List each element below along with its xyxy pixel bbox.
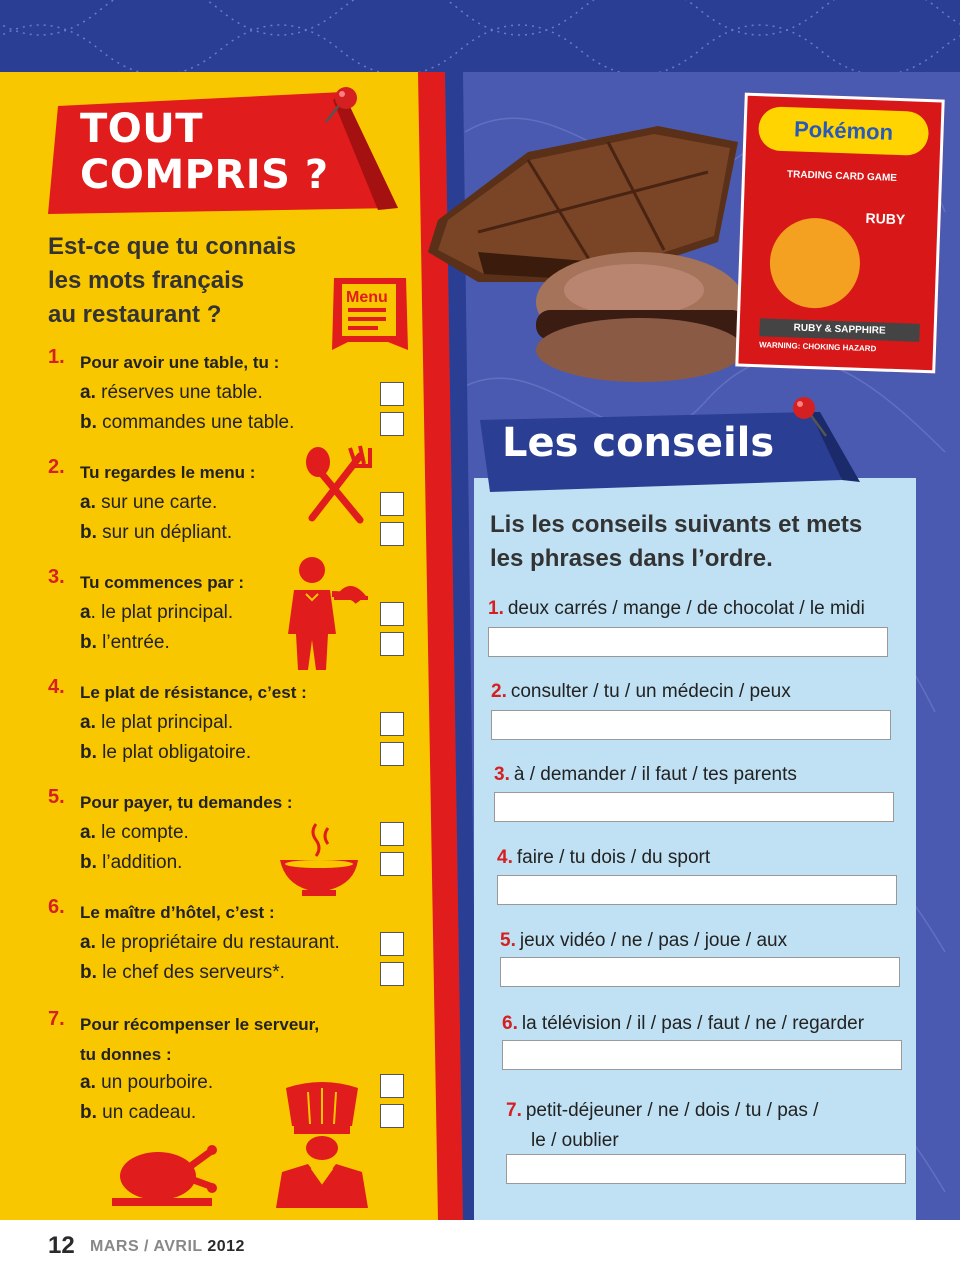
- soup-bowl-icon: [276, 818, 360, 900]
- option-letter: a.: [80, 822, 96, 843]
- option-text: le propriétaire du restaurant.: [101, 932, 340, 953]
- option-a: [80, 1072, 213, 1094]
- conseil-item-6: [502, 1013, 864, 1035]
- question-number: 3.: [48, 566, 65, 588]
- option-a: [80, 712, 233, 734]
- option-letter: b.: [80, 1102, 97, 1123]
- option-a: [80, 932, 340, 954]
- question-number: 7.: [48, 1008, 65, 1030]
- quiz-question-4: [48, 676, 398, 776]
- checkbox-q3-b[interactable]: [380, 632, 404, 656]
- item-text: consulter / tu / un médecin / peux: [510, 681, 791, 702]
- answer-field-7[interactable]: [506, 1154, 906, 1184]
- issue-year: 2012: [207, 1238, 245, 1255]
- pokemon-logo: Pokémon: [758, 106, 929, 156]
- option-text: l’entrée.: [102, 632, 170, 653]
- option-a: [80, 822, 189, 844]
- conseils-title: Les conseils: [502, 420, 775, 466]
- item-number: 5.: [500, 930, 516, 951]
- option-letter: b.: [80, 962, 97, 983]
- pokemon-character: [768, 217, 861, 310]
- option-text: le chef des serveurs*.: [102, 962, 285, 983]
- question-number: 1.: [48, 346, 65, 368]
- option-b: [80, 1102, 196, 1124]
- checkbox-q2-b[interactable]: [380, 522, 404, 546]
- option-b: [80, 962, 285, 984]
- question-text: Pour avoir une table, tu :: [80, 353, 280, 372]
- option-text: . le plat principal.: [90, 602, 234, 623]
- quiz-intro: [48, 230, 368, 332]
- conseils-intro-line-1: Lis les conseils suivants et mets: [490, 511, 863, 538]
- quiz-question-6: [48, 896, 398, 996]
- conseil-item-1: [488, 598, 865, 620]
- checkbox-q7-a[interactable]: [380, 1074, 404, 1098]
- checkbox-q6-a[interactable]: [380, 932, 404, 956]
- pokemon-warning: WARNING: CHOKING HAZARD: [758, 340, 877, 354]
- option-text: un cadeau.: [102, 1102, 197, 1123]
- question-text-line-1: Pour récompenser le serveur,: [80, 1015, 320, 1034]
- title-line-1: TOUT: [80, 106, 204, 152]
- option-letter: b.: [80, 742, 97, 763]
- answer-field-2[interactable]: [491, 710, 891, 740]
- top-pattern-band: [0, 0, 960, 72]
- option-letter: b.: [80, 412, 97, 433]
- question-number: 2.: [48, 456, 65, 478]
- item-number: 4.: [497, 847, 513, 868]
- option-text: sur une carte.: [101, 492, 218, 513]
- option-letter: a.: [80, 932, 96, 953]
- checkbox-q5-b[interactable]: [380, 852, 404, 876]
- conseils-intro-line-2: les phrases dans l’ordre.: [490, 545, 773, 572]
- question-text: Tu regardes le menu :: [80, 463, 256, 482]
- quiz-question-1: [48, 346, 398, 446]
- option-a: [80, 382, 263, 404]
- checkbox-q7-b[interactable]: [380, 1104, 404, 1128]
- option-letter: a.: [80, 492, 96, 513]
- pushpin-icon: [788, 392, 832, 440]
- issue-month: MARS / AVRIL: [90, 1238, 203, 1255]
- checkbox-q3-a[interactable]: [380, 602, 404, 626]
- option-b: [80, 852, 182, 874]
- item-number: 6.: [502, 1013, 518, 1034]
- answer-field-5[interactable]: [500, 957, 900, 987]
- checkbox-q5-a[interactable]: [380, 822, 404, 846]
- item-text: la télévision / il / pas / faut / ne / regarder: [521, 1013, 865, 1034]
- option-text: le plat principal.: [101, 712, 234, 733]
- conseil-item-7: [506, 1096, 818, 1156]
- spoon-fork-icon: [298, 444, 376, 526]
- option-text: un pourboire.: [101, 1072, 214, 1093]
- question-text: Tu commences par :: [80, 573, 245, 592]
- option-text: commandes une table.: [102, 412, 295, 433]
- checkbox-q2-a[interactable]: [380, 492, 404, 516]
- page-title: [80, 106, 329, 198]
- conseils-intro: [490, 508, 910, 576]
- question-number: 5.: [48, 786, 65, 808]
- item-text: deux carrés / mange / de chocolat / le midi: [507, 598, 865, 619]
- question-number: 6.: [48, 896, 65, 918]
- conseil-item-4: [497, 847, 710, 869]
- option-letter: a.: [80, 1072, 96, 1093]
- item-text-line-2: le / oublier: [531, 1130, 619, 1151]
- answer-field-4[interactable]: [497, 875, 897, 905]
- checkbox-q4-b[interactable]: [380, 742, 404, 766]
- menu-sign-label: Menu: [346, 289, 388, 306]
- pokemon-ruby-label: RUBY: [865, 209, 906, 228]
- option-b: [80, 742, 251, 764]
- conseil-item-2: [491, 681, 791, 703]
- title-line-2: COMPRIS ?: [80, 152, 329, 198]
- option-letter: a.: [80, 382, 96, 403]
- checkbox-q1-b[interactable]: [380, 412, 404, 436]
- option-text: le compte.: [101, 822, 189, 843]
- intro-line-1: Est-ce que tu connais: [48, 233, 297, 260]
- intro-line-2: les mots français: [48, 267, 245, 294]
- pokemon-set-label: RUBY & SAPPHIRE: [759, 318, 920, 342]
- intro-line-3: au restaurant ?: [48, 301, 222, 328]
- dotted-pattern: [0, 0, 960, 72]
- waiter-icon: [272, 554, 368, 672]
- question-text: [80, 1010, 380, 1070]
- option-letter: b.: [80, 522, 97, 543]
- item-text: petit-déjeuner / ne / dois / tu / pas /: [525, 1100, 819, 1121]
- option-text: l’addition.: [102, 852, 183, 873]
- answer-field-1[interactable]: [488, 627, 888, 657]
- question-text: Le plat de résistance, c’est :: [80, 683, 307, 702]
- option-text: sur un dépliant.: [102, 522, 233, 543]
- issue-date: [90, 1238, 245, 1256]
- question-text-line-2: tu donnes :: [80, 1045, 172, 1064]
- conseil-item-3: [494, 764, 797, 786]
- option-letter: a: [80, 602, 91, 623]
- item-text: jeux vidéo / ne / pas / joue / aux: [519, 930, 788, 951]
- item-text: à / demander / il faut / tes parents: [513, 764, 797, 785]
- page-number: 12: [48, 1232, 75, 1259]
- item-number: 3.: [494, 764, 510, 785]
- question-text: Pour payer, tu demandes :: [80, 793, 293, 812]
- checkbox-q6-b[interactable]: [380, 962, 404, 986]
- roast-chicken-icon: [106, 1138, 224, 1210]
- chocolate-macaron-image: [522, 250, 758, 386]
- answer-field-3[interactable]: [494, 792, 894, 822]
- option-b: [80, 522, 232, 544]
- option-b: [80, 412, 294, 434]
- checkbox-q1-a[interactable]: [380, 382, 404, 406]
- option-letter: b.: [80, 852, 97, 873]
- option-text: réserves une table.: [101, 382, 263, 403]
- option-text: le plat obligatoire.: [102, 742, 252, 763]
- option-b: [80, 632, 170, 654]
- conseil-item-5: [500, 930, 787, 952]
- pushpin-icon: [318, 82, 362, 126]
- item-text: faire / tu dois / du sport: [516, 847, 711, 868]
- answer-field-6[interactable]: [502, 1040, 902, 1070]
- item-number: 2.: [491, 681, 507, 702]
- pokemon-card-pack-image: [735, 93, 944, 374]
- chef-icon: [272, 1082, 372, 1212]
- item-number: 1.: [488, 598, 504, 619]
- question-number: 4.: [48, 676, 65, 698]
- option-a: [80, 492, 217, 514]
- option-a: [80, 602, 233, 624]
- question-text: Le maître d’hôtel, c’est :: [80, 903, 275, 922]
- option-letter: b.: [80, 632, 97, 653]
- item-number: 7.: [506, 1100, 522, 1121]
- checkbox-q4-a[interactable]: [380, 712, 404, 736]
- option-letter: a.: [80, 712, 96, 733]
- pokemon-subtitle: TRADING CARD GAME: [786, 169, 898, 184]
